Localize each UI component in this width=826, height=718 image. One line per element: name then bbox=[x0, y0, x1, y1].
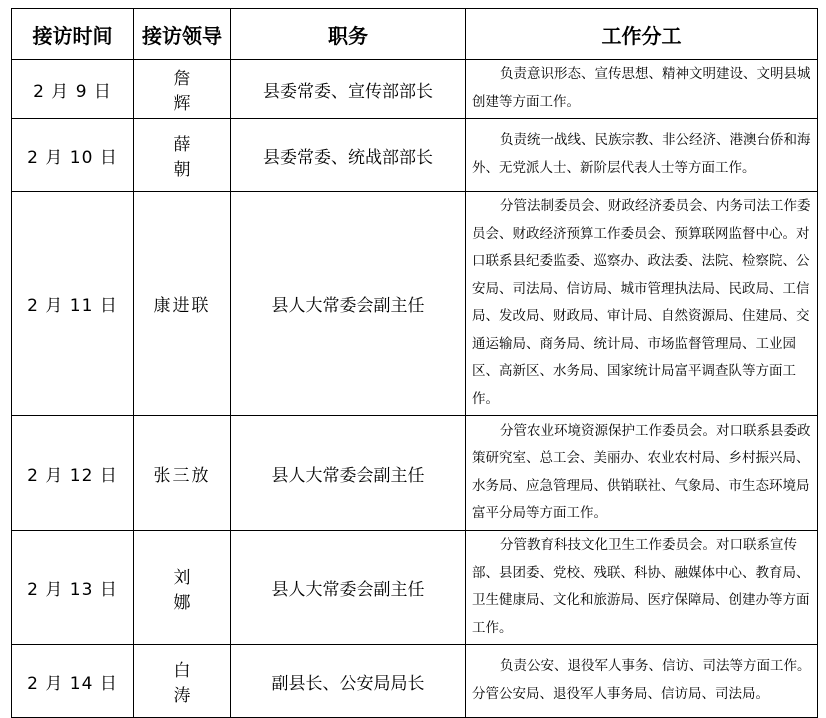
row-date: 2 月 13 日 bbox=[12, 531, 134, 645]
row-position: 副县长、公安局局长 bbox=[231, 645, 466, 718]
row-duty bbox=[466, 60, 818, 119]
row-leader: 康进联 bbox=[134, 192, 231, 416]
row-duty-text: 分管法制委员会、财政经济委员会、内务司法工作委员会、财政经济预算工作委员会、预算联网监督中心。对口联系县纪委监委、巡察办、政法委、法院、检察院、公安局、司法局、信访局、城市管理执法局、民政局、工信局、发改局、财政局、审计局、自然资源局、住建局、交通运输局、商务局、统计局、市场监督管理局、工业园区、高新区、水务局、国家统计局富平调查队等方面工作。 bbox=[472, 198, 811, 407]
row-duty-text: 分管农业环境资源保护工作委员会。对口联系县委政策研究室、总工会、美丽办、农业农村局、乡村振兴局、水务局、应急管理局、供销联社、气象局、市生态环境局富平分局等方面工作。 bbox=[472, 422, 811, 521]
row-date: 2 月 10 日 bbox=[12, 119, 134, 192]
row-position: 县人大常委会副主任 bbox=[231, 416, 466, 531]
row-leader: 刘娜 bbox=[134, 531, 231, 645]
table-row bbox=[12, 192, 818, 416]
table-row bbox=[12, 416, 818, 531]
table-row bbox=[12, 645, 818, 718]
row-leader: 薛朝 bbox=[134, 119, 231, 192]
row-position: 县人大常委会副主任 bbox=[231, 531, 466, 645]
row-duty-text: 分管教育科技文化卫生工作委员会。对口联系宣传部、县团委、党校、残联、科协、融媒体中心、教育局、卫生健康局、文化和旅游局、医疗保障局、创建办等方面工作。 bbox=[472, 537, 810, 636]
table-row bbox=[12, 531, 818, 645]
schedule-table bbox=[11, 8, 818, 718]
header-date: 接访时间 bbox=[12, 9, 134, 60]
row-duty bbox=[466, 119, 818, 192]
row-date: 2 月 9 日 bbox=[12, 60, 134, 119]
row-leader: 詹辉 bbox=[134, 60, 231, 119]
reception-schedule bbox=[11, 8, 817, 718]
row-duty-text: 负责意识形态、宣传思想、精神文明建设、文明县城创建等方面工作。 bbox=[472, 66, 811, 110]
row-position: 县人大常委会副主任 bbox=[231, 192, 466, 416]
header-position: 职务 bbox=[231, 9, 466, 60]
row-duty-text: 负责统一战线、民族宗教、非公经济、港澳台侨和海外、无党派人士、新阶层代表人士等方面工作。 bbox=[472, 132, 811, 176]
table-row bbox=[12, 119, 818, 192]
row-duty bbox=[466, 531, 818, 645]
row-leader: 张三放 bbox=[134, 416, 231, 531]
header-leader: 接访领导 bbox=[134, 9, 231, 60]
row-position: 县委常委、统战部部长 bbox=[231, 119, 466, 192]
row-date: 2 月 14 日 bbox=[12, 645, 134, 718]
row-position: 县委常委、宣传部部长 bbox=[231, 60, 466, 119]
row-duty-text: 负责公安、退役军人事务、信访、司法等方面工作。分管公安局、退役军人事务局、信访局、司法局。 bbox=[472, 658, 811, 702]
table-row bbox=[12, 60, 818, 119]
header-duty: 工作分工 bbox=[466, 9, 818, 60]
row-duty bbox=[466, 192, 818, 416]
row-leader: 白涛 bbox=[134, 645, 231, 718]
row-date: 2 月 12 日 bbox=[12, 416, 134, 531]
table-header-row bbox=[12, 9, 818, 60]
row-date: 2 月 11 日 bbox=[12, 192, 134, 416]
row-duty bbox=[466, 416, 818, 531]
row-duty bbox=[466, 645, 818, 718]
